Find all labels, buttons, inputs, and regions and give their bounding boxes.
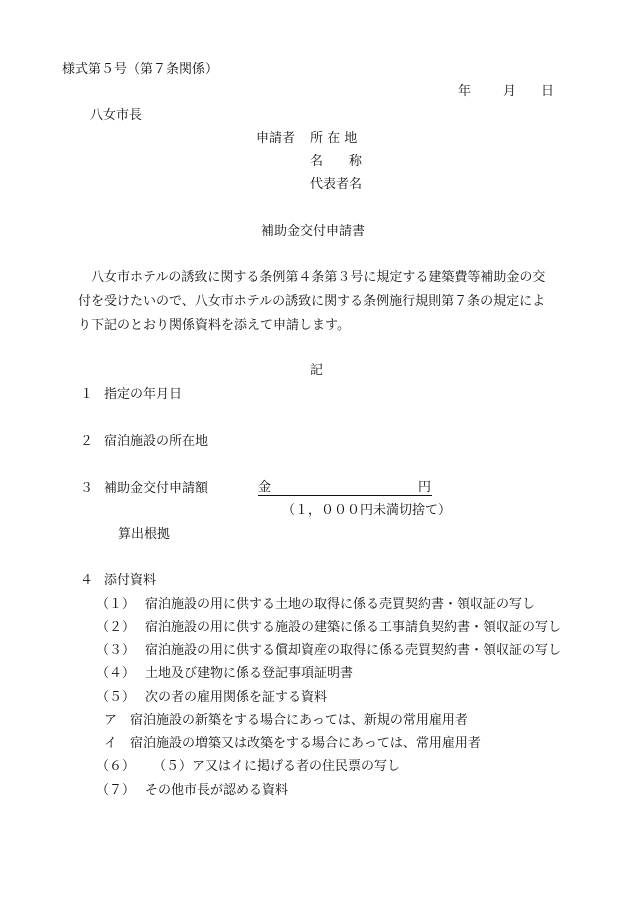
item-number: ４ bbox=[80, 573, 94, 588]
attachment-text: 宿泊施設の用に供する土地の取得に係る売買契約書・領収証の写し bbox=[145, 597, 536, 612]
calculation-basis: 算出根拠 bbox=[118, 527, 171, 542]
attachment-number: （２） bbox=[96, 620, 136, 635]
attachment-text: （５）ア又はイに掲げる者の住民票の写し bbox=[153, 759, 401, 774]
applicant-address: 所 在 地 bbox=[310, 131, 358, 146]
attachments-label: 添付資料 bbox=[104, 573, 157, 588]
attachment-text: 宿泊施設の用に供する償却資産の取得に係る売買契約書・領収証の写し bbox=[145, 643, 562, 658]
attachment-text: 土地及び建物に係る登記事項証明書 bbox=[145, 666, 354, 681]
applicant-label: 申請者 bbox=[256, 131, 296, 146]
sub-item-marker: イ bbox=[104, 736, 118, 751]
attachment-number: （６） bbox=[96, 759, 136, 774]
ki-heading: 記 bbox=[310, 363, 324, 378]
attachment-number: （１） bbox=[96, 597, 136, 612]
amount-suffix: 円 bbox=[418, 480, 432, 495]
attachment-number: （４） bbox=[96, 666, 136, 681]
form-label: 様式第５号（第７条関係） bbox=[62, 62, 219, 77]
document-title: 補助金交付申請書 bbox=[261, 224, 366, 239]
attachment-number: （７） bbox=[96, 783, 136, 798]
attachment-text: その他市長が認める資料 bbox=[145, 783, 289, 798]
date-month: 月 bbox=[503, 84, 517, 99]
sub-item-marker: ア bbox=[104, 713, 118, 728]
attachment-number: （５） bbox=[96, 690, 136, 705]
item-label: 宿泊施設の所在地 bbox=[104, 434, 209, 449]
body-text bbox=[78, 266, 583, 338]
attachment-text: 宿泊施設の用に供する施設の建築に係る工事請負契約書・領収証の写し bbox=[145, 620, 562, 635]
item-number: ３ bbox=[80, 481, 94, 496]
body-line: 八女市ホテルの誘致に関する条例第４条第３号に規定する建築費等補助金の交 bbox=[91, 270, 546, 285]
sub-item-text: 宿泊施設の新築をする場合にあっては、新規の常用雇用者 bbox=[130, 713, 468, 728]
sub-item-text: 宿泊施設の増築又は改築をする場合にあっては、常用雇用者 bbox=[130, 736, 481, 751]
amount-underline bbox=[258, 495, 432, 496]
item-number: ２ bbox=[80, 434, 94, 449]
amount-prefix: 金 bbox=[258, 480, 272, 495]
item-label: 補助金交付申請額 bbox=[104, 481, 209, 496]
attachment-number: （３） bbox=[96, 643, 136, 658]
body-line: り下記のとおり関係資料を添えて申請します。 bbox=[78, 318, 350, 333]
date-year: 年 bbox=[458, 84, 472, 99]
addressee: 八女市長 bbox=[90, 108, 143, 123]
amount-note: （１，０００円未満切捨て） bbox=[282, 503, 452, 518]
date-day: 日 bbox=[541, 84, 555, 99]
applicant-representative: 代表者名 bbox=[310, 177, 363, 192]
applicant-name: 名 称 bbox=[310, 154, 363, 169]
item-label: 指定の年月日 bbox=[104, 387, 183, 402]
item-number: １ bbox=[80, 387, 94, 402]
attachment-text: 次の者の雇用関係を証する資料 bbox=[145, 690, 328, 705]
body-line: 付を受けたいので、八女市ホテルの誘致に関する条例施行規則第７条の規定によ bbox=[78, 294, 546, 309]
